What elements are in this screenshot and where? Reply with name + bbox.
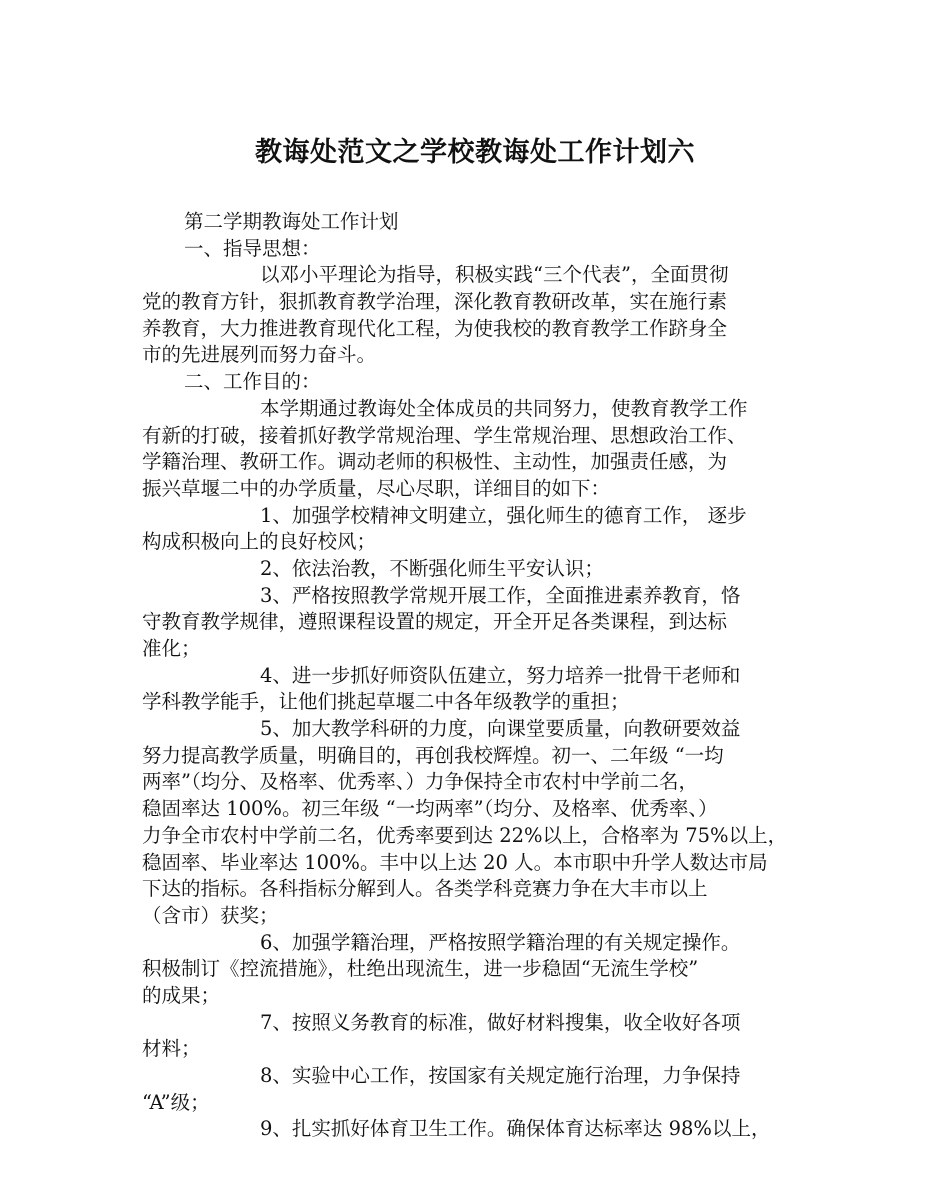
- text-line: 9、扎实抓好体育卫生工作。确保体育达标率达 98%以上，: [260, 1117, 771, 1141]
- text-line: 3、严格按照教学常规开展工作，全面推进素养教育，恪: [260, 583, 741, 607]
- text-line: 学科教学能手，让他们挑起草堰二中各年级教学的重担；: [142, 690, 630, 714]
- text-line: 4、进一步抓好师资队伍建立，努力培养一批骨干老师和: [260, 663, 741, 687]
- text-line: 有新的打破，接着抓好教学常规治理、学生常规治理、思想政治工作、: [142, 423, 747, 447]
- text-line: 准化；: [142, 637, 201, 660]
- text-line: 本学期通过教诲处全体成员的共同努力，使教育教学工作: [260, 396, 748, 420]
- text-line: 努力提高教学质量，明确目的，再创我校辉煌。初一、二年级 “一均: [142, 743, 724, 767]
- text-line: 5、加大教学科研的力度，向课堂要质量，向教研要效益: [260, 717, 741, 741]
- text-line: 积极制订《控流措施》，杜绝出现流生，进一步稳固“无流生学校”: [142, 957, 699, 981]
- text-line: 市的先进展列而努力奋斗。: [142, 343, 377, 367]
- text-line: “A”级；: [142, 1090, 210, 1114]
- text-line: 以邓小平理论为指导，积极实践“三个代表”，全面贯彻: [260, 263, 729, 287]
- text-line: 养教育，大力推进教育现代化工程，为使我校的教育教学工作跻身全: [142, 316, 728, 340]
- text-line: 学籍治理、教研工作。调动老师的积极性、主动性，加强责任感，为: [142, 450, 728, 474]
- text-line: 下达的指标。各科指标分解到人。各类学科竞赛力争在大丰市以上: [142, 877, 708, 901]
- text-line: 的成果；: [142, 983, 221, 1007]
- document-title: 教诲处范文之学校教诲处工作计划六: [255, 137, 695, 168]
- text-line: 两率”（均分、及格率、优秀率、）力争保持全市农村中学前二名，: [142, 770, 698, 794]
- text-line: 2、依法治教，不断强化师生平安认识；: [260, 556, 604, 580]
- text-line: 7、按照义务教育的标准，做好材料搜集，收全收好各项: [260, 1010, 741, 1034]
- text-line: 振兴草堰二中的办学质量，尽心尽职，详细目的如下：: [142, 476, 611, 500]
- text-line: 稳固率、毕业率达 100%。丰中以上达 20 人。本市职中升学人数达市局: [142, 850, 768, 874]
- text-line: 二、工作目的：: [184, 370, 321, 394]
- text-line: 力争全市农村中学前二名，优秀率要到达 22%以上，合格率为 75%以上，: [142, 823, 788, 847]
- text-line: 构成积极向上的良好校风；: [142, 530, 377, 554]
- text-line: 材料；: [142, 1037, 201, 1061]
- text-line: 一、指导思想：: [184, 236, 321, 260]
- text-line: 6、加强学籍治理，严格按照学籍治理的有关规定操作。: [260, 930, 741, 954]
- text-line: 8、实验中心工作，按国家有关规定施行治理，力争保持: [260, 1064, 741, 1087]
- text-line: 第二学期教诲处工作计划: [184, 210, 399, 233]
- text-line: 1、加强学校精神文明建立，强化师生的德育工作， 逐步: [260, 503, 747, 527]
- text-line: 稳固率达 100%。初三年级 “一均两率”（均分、及格率、优秀率、）: [142, 797, 718, 821]
- text-line: 党的教育方针，狠抓教育教学治理，深化教育教研改革，实在施行素: [142, 290, 728, 314]
- document-body: [142, 209, 822, 1143]
- text-line: 守教育教学规律，遵照课程设置的规定，开全开足各类课程，到达标: [142, 610, 728, 634]
- text-line: （含市）获奖；: [142, 903, 279, 927]
